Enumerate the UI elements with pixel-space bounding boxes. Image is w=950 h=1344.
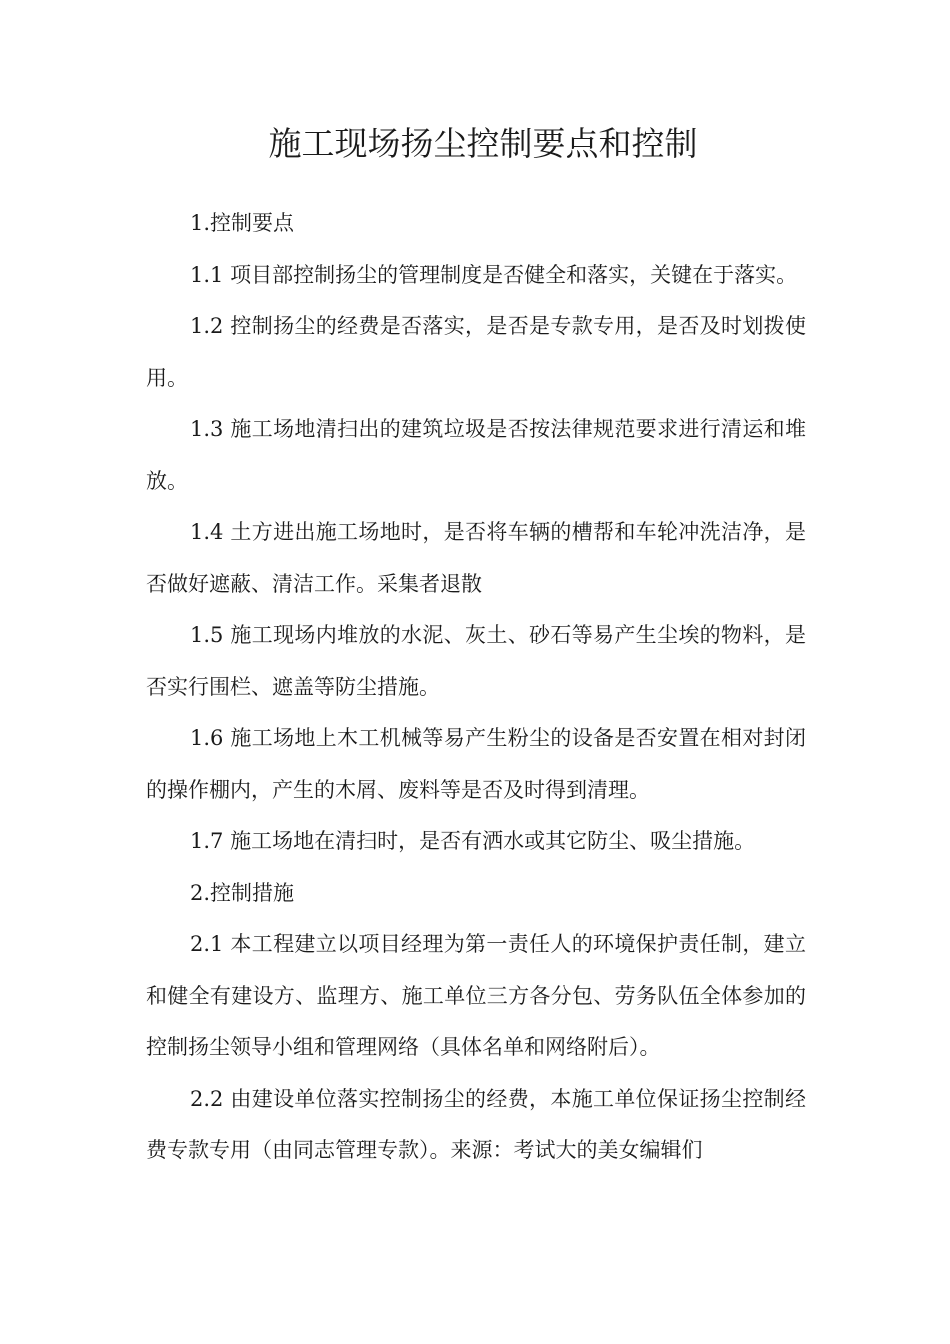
document-page xyxy=(146,118,806,1177)
paragraph-1-2: 1.2 控制扬尘的经费是否落实，是否是专款专用，是否及时划拨使用。 xyxy=(146,314,806,390)
paragraph-1-4: 1.4 土方进出施工场地时，是否将车辆的槽帮和车轮冲洗洁净，是否做好遮蔽、清洁工作。采集者退散 xyxy=(146,520,806,596)
paragraph-1-6: 1.6 施工场地上木工机械等易产生粉尘的设备是否安置在相对封闭的操作棚内，产生的木屑、废料等是否及时得到清理。 xyxy=(146,726,806,802)
paragraph-1-1: 1.1 项目部控制扬尘的管理制度是否健全和落实，关键在于落实。 xyxy=(190,262,798,287)
document-title: 施工现场扬尘控制要点和控制 xyxy=(268,124,698,163)
paragraph-heading-2: 2.控制措施 xyxy=(190,880,295,905)
paragraph-heading-1: 1.控制要点 xyxy=(190,211,295,235)
paragraph-2-2: 2.2 由建设单位落实控制扬尘的经费，本施工单位保证扬尘控制经费专款专用（由同志管理专款）。来源：考试大的美女编辑们 xyxy=(146,1086,806,1162)
paragraph-1-7: 1.7 施工场地在清扫时，是否有洒水或其它防尘、吸尘措施。 xyxy=(190,829,756,853)
paragraph-1-5: 1.5 施工现场内堆放的水泥、灰土、砂石等易产生尘埃的物料，是否实行围栏、遮盖等防尘措施。 xyxy=(146,623,806,699)
paragraph-1-3: 1.3 施工场地清扫出的建筑垃圾是否按法律规范要求进行清运和堆放。 xyxy=(146,417,806,493)
paragraph-2-1: 2.1 本工程建立以项目经理为第一责任人的环境保护责任制，建立和健全有建设方、监理方、施工单位三方各分包、劳务队伍全体参加的控制扬尘领导小组和管理网络（具体名单和网络附后）。 xyxy=(146,932,806,1059)
